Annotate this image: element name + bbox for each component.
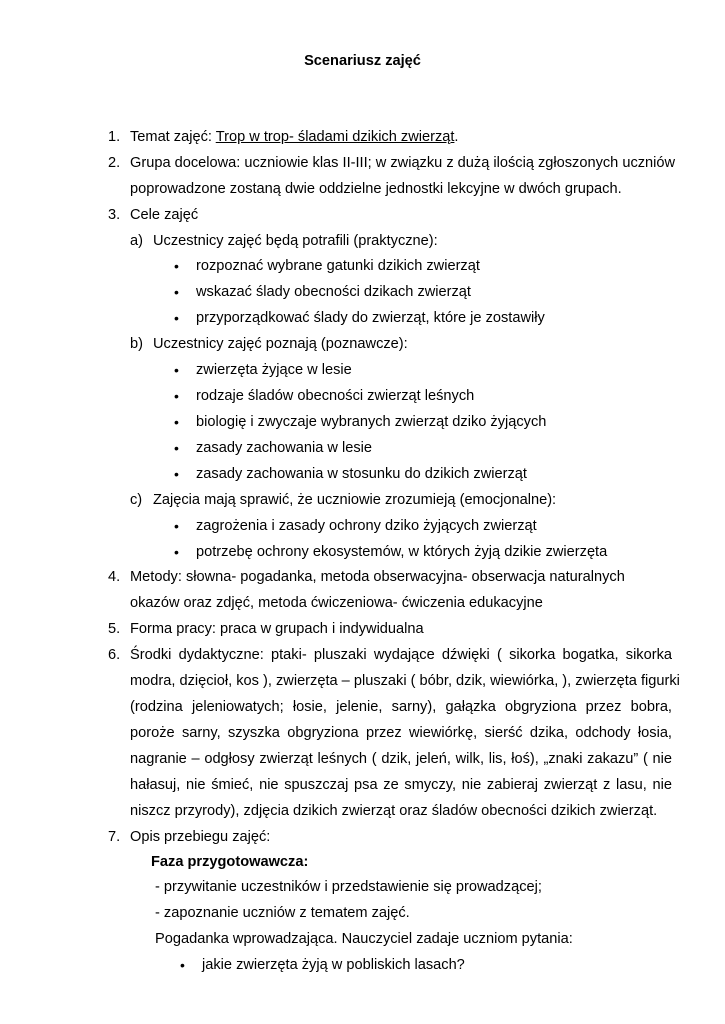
sub-heading: Zajęcia mają sprawić, że uczniowie zrozumieją (emocjonalne): (153, 492, 557, 508)
list-item: biologię i zwyczaje wybranych zwierząt dziko żyjących (196, 414, 547, 430)
list-item: zwierzęta żyjące w lesie (196, 362, 352, 378)
teaching-aids-line: poroże sarny, szyszka obgryziona przez wiewiórkę, sierść dzika, odchody łosia, (130, 725, 672, 741)
item-number: 6. (108, 647, 121, 663)
sub-heading: Uczestnicy zajęć poznają (poznawcze): (153, 336, 408, 352)
bullet-icon: • (174, 544, 179, 560)
item-number: 2. (108, 155, 121, 171)
lesson-course-heading: Opis przebiegu zajęć: (130, 829, 271, 845)
sub-letter: a) (130, 233, 143, 249)
topic-title: Trop w trop- śladami dzikich zwierząt (215, 129, 455, 145)
page-title: Scenariusz zajęć (304, 53, 421, 69)
topic-end: . (454, 129, 459, 145)
list-item: zagrożenia i zasady ochrony dziko żyjących zwierząt (196, 518, 537, 534)
item-number: 4. (108, 569, 121, 585)
methods-line: okazów oraz zdjęć, metoda ćwiczeniowa- ćwiczenia edukacyjne (130, 595, 543, 611)
list-item: przyporządkować ślady do zwierząt, które je zostawiły (196, 310, 545, 326)
teaching-aids-line: nagranie – odgłosy zwierząt leśnych ( dzik, jeleń, wilk, lis, łoś), „znaki zakazu” ( nie (130, 751, 672, 767)
bullet-icon: • (174, 414, 179, 430)
list-item: rodzaje śladów obecności zwierząt leśnych (196, 388, 475, 404)
list-item: potrzebę ochrony ekosystemów, w których żyją dzikie zwierzęta (196, 544, 608, 560)
bullet-icon: • (174, 388, 179, 404)
bullet-icon: • (174, 518, 179, 534)
sub-heading: Uczestnicy zajęć będą potrafili (praktyczne): (153, 233, 438, 249)
teaching-aids-line: hałasuj, nie śmieć, nie spuszczaj psa ze smyczy, nie zabieraj zwierząt z lasu, nie (130, 777, 672, 793)
step-line: - zapoznanie uczniów z tematem zajęć. (155, 905, 410, 921)
list-item: zasady zachowania w stosunku do dzikich zwierząt (196, 466, 527, 482)
bullet-icon: • (174, 466, 179, 482)
sub-letter: c) (130, 492, 143, 508)
bullet-icon: • (180, 957, 185, 973)
item-number: 1. (108, 129, 121, 145)
bullet-icon: • (174, 258, 179, 274)
bullet-icon: • (174, 362, 179, 378)
bullet-icon: • (174, 440, 179, 456)
item-number: 7. (108, 829, 121, 845)
sub-letter: b) (130, 336, 143, 352)
target-group-line: Grupa docelowa: uczniowie klas II-III; w związku z dużą ilością zgłoszonych uczniów (130, 155, 676, 171)
list-item: wskazać ślady obecności dzikach zwierząt (196, 284, 471, 300)
work-form-line: Forma pracy: praca w grupach i indywidualna (130, 621, 424, 637)
teaching-aids-line: (rodzina jeleniowatych; łosie, jelenie, sarny), gałązka obgryziona przez bobra, (130, 699, 672, 715)
bullet-icon: • (174, 310, 179, 326)
bullet-icon: • (174, 284, 179, 300)
target-group-line: poprowadzone zostaną dwie oddzielne jednostki lekcyjne w dwóch grupach. (130, 181, 622, 197)
list-item: zasady zachowania w lesie (196, 440, 373, 456)
topic-label: Temat zajęć: (130, 129, 216, 145)
intro-line: Pogadanka wprowadzająca. Nauczyciel zadaje uczniom pytania: (155, 931, 573, 947)
list-item: rozpoznać wybrane gatunki dzikich zwierząt (196, 258, 480, 274)
list-item: jakie zwierzęta żyją w pobliskich lasach? (202, 957, 465, 973)
step-line: - przywitanie uczestników i przedstawienie się prowadzącej; (155, 879, 542, 895)
phase-title: Faza przygotowawcza: (151, 854, 309, 870)
item-number: 5. (108, 621, 121, 637)
teaching-aids-line: modra, dzięcioł, kos ), zwierzęta – pluszaki ( bóbr, dzik, wiewiórka, ), zwierzęta figurki (130, 673, 680, 689)
goals-heading: Cele zajęć (130, 207, 199, 223)
teaching-aids-line: niszcz przyrody), zdjęcia dzikich zwierząt oraz śladów obecności dzikich zwierząt. (130, 803, 658, 819)
teaching-aids-line: Środki dydaktyczne: ptaki- pluszaki wydające dźwięki ( sikorka bogatka, sikorka (130, 647, 672, 663)
topic-line (130, 127, 458, 147)
methods-line: Metody: słowna- pogadanka, metoda obserwacyjna- obserwacja naturalnych (130, 569, 625, 585)
item-number: 3. (108, 207, 121, 223)
